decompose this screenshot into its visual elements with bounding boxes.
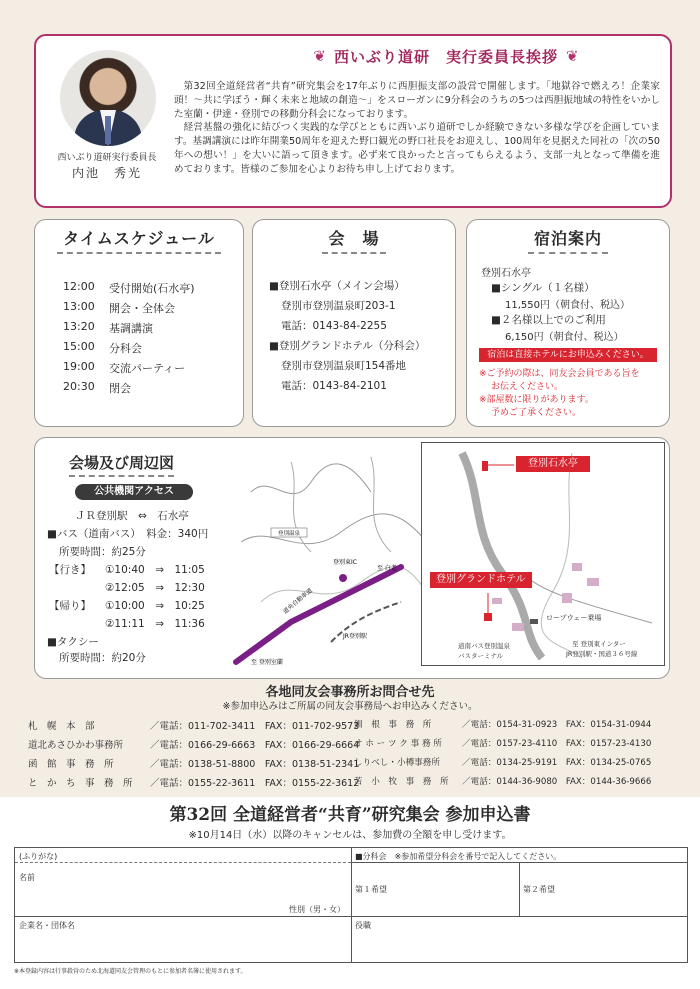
access-ret-row: ①10:00 ⇒ 10:25: [105, 600, 205, 612]
portrait-caption-role: 西いぶり道研実行委員長: [57, 153, 157, 163]
office-row: 道北あさひかわ事務所 ／電話：0166-29-6663 FAX：0166-29-6664: [28, 740, 360, 751]
gender-label[interactable]: 性別（男・女）: [289, 905, 345, 914]
map-label-expressway: 道央自動車道: [281, 587, 314, 616]
offices-title: 各地同友会事務所お問合せ先: [265, 685, 435, 700]
second-choice-label: 第２希望: [523, 885, 555, 894]
venue-line: ■登別石水亭（メイン会場）: [269, 280, 405, 292]
venue-title: 会 場: [253, 224, 455, 256]
schedule-row: 15:00 分科会: [63, 340, 142, 355]
label-to-ic: 至 登別東インター: [572, 640, 626, 648]
office-row: と か ち 事 務 所 ／電話：0155-22-3611 FAX：0155-22-3612: [28, 778, 360, 789]
office-row: 苫 小 牧 事 務 所 ／電話：0144-36-9080 FAX：0144-36-9666: [354, 777, 652, 787]
access-go-row: ①10:40 ⇒ 11:05: [105, 564, 205, 576]
form-note: ※10月14日（水）以降のキャンセルは、参加費の全額を申し受けます。: [188, 830, 512, 841]
access-go-row: ②12:05 ⇒ 12:30: [105, 582, 205, 594]
office-row: 函 館 事 務 所 ／電話：0138-51-8800 FAX：0138-51-2341: [28, 759, 360, 770]
schedule-box: [34, 219, 244, 427]
access-route: ＪＲ登別駅 ⇔ 石水亭: [75, 510, 189, 522]
map-section-title: 会場及び周辺図: [69, 452, 174, 477]
furigana-label: (ふりがな): [19, 852, 58, 861]
name-field[interactable]: [55, 866, 285, 912]
lodging-double-price: 6,150円（朝食付、税込）: [505, 332, 624, 343]
label-bus-terminal: バスターミナル: [458, 652, 504, 660]
office-row: 釧 根 事 務 所 ／電話：0154-31-0923 FAX：0154-31-0944: [354, 720, 652, 730]
venue-line: 登別市登別温泉町154番地: [281, 360, 407, 372]
map-label-muroran: 至 登別室蘭: [251, 659, 283, 666]
schedule-row: 13:00 開会・全体会: [63, 300, 175, 315]
label-sekisuitei: 登別石水亭: [516, 456, 590, 472]
label-bus-terminal: 道南バス登別温泉: [458, 642, 510, 650]
position-field[interactable]: [355, 932, 681, 958]
label-to-jr: JR登別駅・国道３６号線: [566, 650, 638, 658]
lodging-double: ■２名様以上でのご利用: [491, 314, 606, 326]
venue-line: ■登別グランドホテル（分科会）: [269, 340, 426, 352]
first-choice-label: 第１希望: [355, 885, 387, 894]
access-ret-row: ②11:11 ⇒ 11:36: [105, 618, 205, 630]
lodging-note: ※ご予約の際は、同友会会員である旨を: [479, 369, 640, 379]
furigana-field[interactable]: [75, 850, 345, 861]
schedule-row: 12:00 受付開始(石水亭): [63, 280, 195, 295]
first-choice-field[interactable]: [391, 866, 515, 912]
map-label-shiraoi: 至 白老: [377, 565, 397, 572]
greeting-body: [174, 80, 660, 177]
venue-line: 電話：0143-84-2255: [281, 320, 387, 332]
lodging-note: ※部屋数に限りがあります。: [479, 395, 594, 405]
map-section: [34, 437, 670, 679]
venue-line: 電話：0143-84-2101: [281, 380, 387, 392]
lodging-note: お伝えください。: [491, 382, 564, 392]
lodging-note: 予めご了承ください。: [491, 408, 582, 418]
lodging-notice: 宿泊は直接ホテルにお申込みください。: [479, 348, 657, 362]
venue-line: 登別市登別温泉町203-1: [281, 300, 396, 312]
access-go-label: 【行き】: [49, 564, 91, 576]
map-label-jr: JR登別駅: [343, 633, 367, 640]
schedule-row: 20:30 閉会: [63, 380, 131, 395]
lodging-single: ■シングル（１名様）: [491, 282, 595, 294]
company-label: 企業名・団体名: [19, 921, 75, 930]
registration-form: [14, 847, 688, 963]
office-row: オ ホ ー ツ ク 事 務 所 ／電話：0157-23-4110 FAX：0157-23-4130: [354, 739, 652, 749]
swirl-ornament-icon: ❦: [313, 47, 326, 65]
greeting-panel: [34, 34, 672, 208]
form-footnote: ※本登録内容は行事殺営のため北海道同友会管理のもとに参加者名簿に使用されます。: [14, 968, 247, 975]
company-field[interactable]: [19, 932, 345, 958]
greeting-paragraph: 第32回全道経営者“共育”研究集会を17年ぶりに西胆振支部の設営で開催します。「地獄谷で燃えろ！企業家頭！〜共に学ぼう・輝く未来と地域の創造〜」をスローガンに9分科会のうちの5つは西胆振地域の特性をいかした室蘭・伊達・登別での移動分科会になっております。: [174, 81, 660, 120]
second-choice-field[interactable]: [559, 866, 683, 912]
swirl-ornament-icon: ❦: [566, 47, 579, 65]
bunkakai-label: ■分科会 ※参加希望分科会を番号で記入してください。: [355, 852, 562, 861]
label-grand-hotel: 登別グランドホテル: [430, 572, 532, 588]
position-label: 役職: [355, 921, 371, 930]
access-ret-label: 【帰り】: [49, 600, 91, 612]
name-label: 名前: [19, 873, 35, 882]
portrait-photo: [60, 50, 156, 146]
map-label-onsen: 登別温泉: [277, 531, 301, 537]
schedule-row: 13:20 基調講演: [63, 320, 153, 335]
access-bus-time: 所要時間：約25分: [59, 546, 146, 558]
greeting-title: ❦ 西いぶり道研 実行委員長挨拶 ❦: [313, 47, 579, 66]
offices-subtitle: ※参加申込みはご所属の同友会事務局へお申込みください。: [222, 701, 478, 712]
office-row: しりべし・小樽事務所 ／電話：0134-25-9191 FAX：0134-25-0765: [354, 758, 652, 768]
venue-box: [252, 219, 456, 427]
access-taxi-time: 所要時間：約20分: [59, 652, 146, 664]
label-ropeway: ロープウェー乗場: [546, 614, 602, 622]
lodging-single-price: 11,550円（朝食付、税込）: [505, 300, 630, 311]
office-row: 札 幌 本 部 ／電話：011-702-3411 FAX：011-702-9573: [28, 721, 360, 732]
schedule-row: 19:00 交流パーティー: [63, 360, 186, 375]
map-label-ic: 登別東IC: [333, 559, 357, 566]
detail-map: [421, 442, 665, 666]
lodging-title: 宿泊案内: [467, 224, 669, 256]
access-taxi: ■タクシー: [47, 636, 99, 648]
area-map: [231, 452, 429, 672]
greeting-paragraph: 経営基盤の強化に結びつく実践的な学びとともに西いぶり道研でしか経験できない多様な学びを企画しています。基調講演には昨年開業50周年を迎えた野口観光の野口社長をお迎えし、100周年を見据えた同社の「次の50年への想い！」を大いに語って頂きます。必ず来て良かったと言ってもらえるよう、支部一丸となって準備を進めております。皆様のご参加を心よりお待ち申し上げております。: [174, 122, 660, 175]
portrait-caption-name: 内池 秀光: [71, 166, 142, 180]
access-badge: 公共機関アクセス: [75, 484, 193, 500]
lodging-box: [466, 219, 670, 427]
form-title: 第32回 全道経営者“共育”研究集会 参加申込書: [169, 805, 531, 825]
lodging-hotel: 登別石水亭: [481, 268, 531, 279]
schedule-title: タイムスケジュール: [35, 224, 243, 256]
access-bus: ■バス（道南バス） 料金：340円: [47, 528, 209, 540]
